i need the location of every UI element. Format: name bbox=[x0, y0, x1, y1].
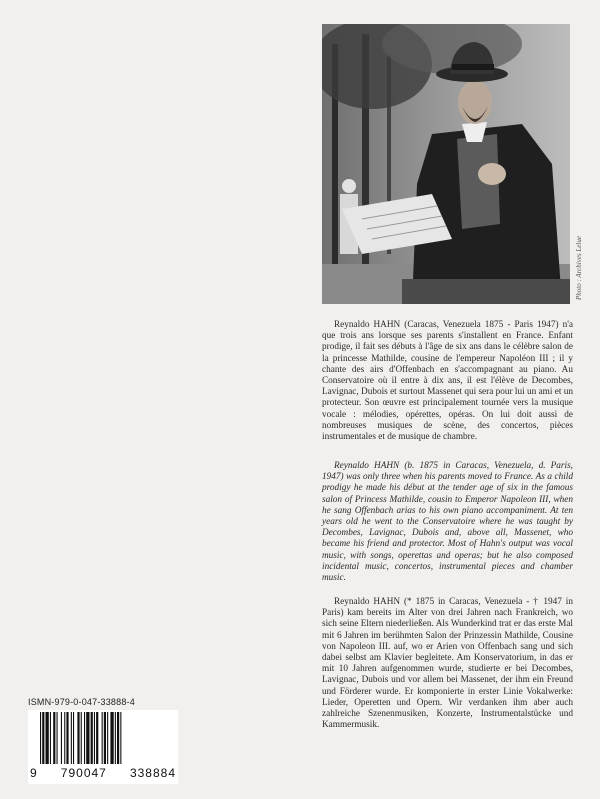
barcode-bar bbox=[66, 712, 68, 764]
barcode-bar bbox=[86, 712, 89, 764]
barcode-digits-left: 790047 bbox=[60, 766, 107, 780]
barcode-bar bbox=[115, 712, 116, 764]
barcode-bar bbox=[107, 712, 108, 764]
barcode-bar bbox=[40, 712, 41, 764]
barcode-bar bbox=[91, 712, 93, 764]
barcode-bar bbox=[102, 712, 103, 764]
barcode bbox=[28, 710, 178, 784]
portrait-illustration bbox=[322, 24, 570, 304]
barcode-bar bbox=[96, 712, 98, 764]
barcode-bars bbox=[28, 710, 178, 766]
barcode-bar bbox=[42, 712, 44, 764]
biography-german: Reynaldo HAHN (* 1875 in Caracas, Venezuela - † 1947 in Paris) kam bereits im Alter von drei Jahren nach Frankreich, wo sich seine Eltern niederließen. Als Wunderkind trat er das erste Mal mit 6 Jahren im berühmten Salon der Prinzessin Mathilde, Cousine von Napoleon III. auf, wo er Arien von Offenbach sang und sich dabei selbst am Klavier begleitete. Am Konservatorium, in das er mit 10 Jahren aufgenommen wurde, studierte er bei Decombes, Lavignac, Dubois und vor allem bei Massenet, der ihm ein Freund und Förderer wurde. Er komponierte in erster Linie Vokalwerke: Lieder, Operetten und Opern. Wir verdanken ihm aber auch zahlreiche Szenenmusiken, Konzerte, Instrumentalstücke und Kammermusik. bbox=[322, 597, 573, 731]
barcode-bar bbox=[57, 712, 58, 764]
barcode-bar bbox=[77, 712, 79, 764]
barcode-bar bbox=[71, 712, 72, 764]
barcode-bar bbox=[81, 712, 82, 764]
barcode-number bbox=[28, 766, 178, 780]
barcode-bar bbox=[110, 712, 113, 764]
barcode-bar bbox=[53, 712, 55, 764]
barcode-bar bbox=[120, 712, 121, 764]
barcode-bar bbox=[94, 712, 95, 764]
barcode-bar bbox=[84, 712, 85, 764]
barcode-bar bbox=[117, 712, 119, 764]
barcode-bar bbox=[46, 712, 49, 764]
barcode-bar bbox=[50, 712, 51, 764]
barcode-digit-prefix: 9 bbox=[30, 766, 38, 780]
biography-english: Reynaldo HAHN (b. 1875 in Caracas, Venezuela, d. Paris, 1947) was only three when his parents moved to France. As a child prodigy he made his début at the tender age of six in the famous salon of Princess Mathilde, cousin to Emperor Napoleon III, when he sang Offenbach arias to his own piano accompaniment. At ten years old he went to the Conservatoire where he was taught by Decombes, Lavignac, Dubois and, above all, Massenet, who became his friend and protector. Most of Hahn's output was vocal music, with songs, operettas and operas; but he also composed incidental music, concertos, instrumental pieces and chamber music. bbox=[322, 461, 573, 584]
biography-french: Reynaldo HAHN (Caracas, Venezuela 1875 - Paris 1947) n'a que trois ans lorsque ses parents s'installent en France. Enfant prodige, il fait ses débuts à l'âge de six ans dans le célèbre salon de la princesse Mathilde, cousine de l'empereur Napoléon III ; il y chante des airs d'Offenbach en s'accompagnant au piano. Au Conservatoire où il entre à dix ans, il est l'élève de Decombes, Lavignac, Dubois et surtout Massenet qui sera pour lui un ami et un protecteur. Son œuvre est principalement tournée vers la musique vocale : mélodies, opérettes, opéras. On lui doit aussi de nombreuses musiques de scène, des concertos, pièces instrumentales et de musique de chambre. bbox=[322, 320, 573, 443]
photo-credit: Photo : Archives Lelue bbox=[575, 236, 583, 300]
portrait-photo bbox=[322, 24, 570, 304]
barcode-bar bbox=[64, 712, 65, 764]
barcode-bar bbox=[61, 712, 62, 764]
barcode-bar bbox=[73, 712, 74, 764]
barcode-bar bbox=[104, 712, 106, 764]
ismn-number: ISMN-979-0-047-33888-4 bbox=[28, 697, 135, 707]
barcode-digits-right: 338884 bbox=[129, 766, 176, 780]
